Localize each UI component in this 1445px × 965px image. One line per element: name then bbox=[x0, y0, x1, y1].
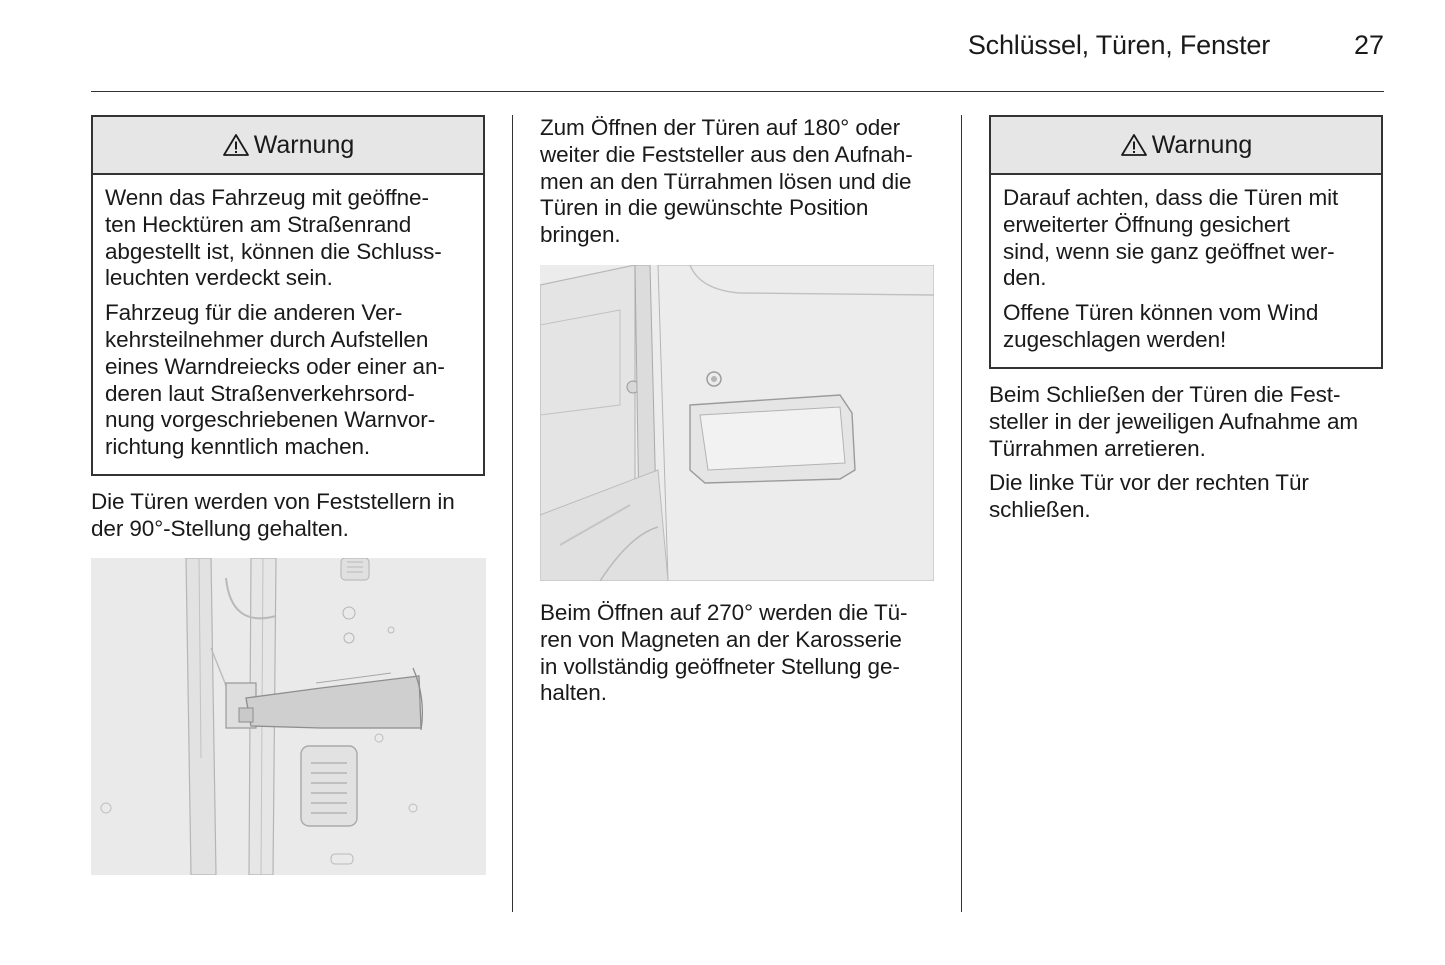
body-paragraph: Beim Schließen der Türen die Fest- steller in der jeweiligen Aufnahme am Türrahmen arretieren. bbox=[989, 382, 1359, 461]
column-divider-right bbox=[961, 115, 962, 912]
column-middle-lower bbox=[540, 600, 934, 707]
warning-header bbox=[93, 117, 483, 175]
warning-paragraph: Darauf achten, dass die Türen mit erweiterter Öffnung gesichert sind, wenn sie ganz geöffnet wer- den. bbox=[1003, 185, 1339, 291]
warning-box bbox=[989, 115, 1383, 369]
body-paragraph: Zum Öffnen der Türen auf 180° oder weiter die Feststeller aus den Aufnah- men an den Türrahmen lösen und die Türen in die gewünschte Position bringen. bbox=[540, 115, 913, 248]
body-paragraph: Die Türen werden von Feststellern in der 90°-Stellung gehalten. bbox=[91, 489, 455, 541]
body-paragraph: Die linke Tür vor der rechten Tür schließen. bbox=[989, 470, 1309, 523]
column-divider-left bbox=[512, 115, 513, 912]
warning-triangle-icon bbox=[1120, 133, 1148, 157]
warning-header bbox=[991, 117, 1381, 175]
warning-paragraph: Offene Türen können vom Wind zugeschlagen werden! bbox=[1003, 300, 1319, 352]
rear-door-illustration bbox=[540, 265, 934, 581]
warning-title: Warnung bbox=[253, 130, 355, 159]
page-number: 27 bbox=[1353, 30, 1384, 60]
warning-paragraph: Fahrzeug für die anderen Ver- kehrsteilnehmer durch Aufstellen eines Warndreiecks oder einer an- deren laut Straßenverkehrsord- nung vorgeschriebenen Warnvor- richtung kenntlich machen. bbox=[105, 300, 445, 460]
column-left bbox=[91, 115, 485, 543]
warning-box bbox=[91, 115, 485, 476]
column-middle bbox=[540, 115, 934, 249]
warning-paragraph: Wenn das Fahrzeug mit geöffne- ten Hecktüren am Straßenrand abgestellt ist, können die Schluss- leuchten verdeckt sein. bbox=[105, 185, 442, 291]
body-paragraph: Beim Öffnen auf 270° werden die Tü- ren von Magneten an der Karosserie in vollständig geöffneter Stellung ge- halten. bbox=[540, 600, 908, 706]
header-divider bbox=[91, 91, 1384, 92]
page-header-title: Schlüssel, Türen, Fenster bbox=[967, 30, 1270, 60]
warning-triangle-icon bbox=[222, 133, 250, 157]
warning-title: Warnung bbox=[1151, 130, 1253, 159]
door-stop-illustration bbox=[91, 558, 486, 875]
column-right bbox=[989, 115, 1383, 524]
